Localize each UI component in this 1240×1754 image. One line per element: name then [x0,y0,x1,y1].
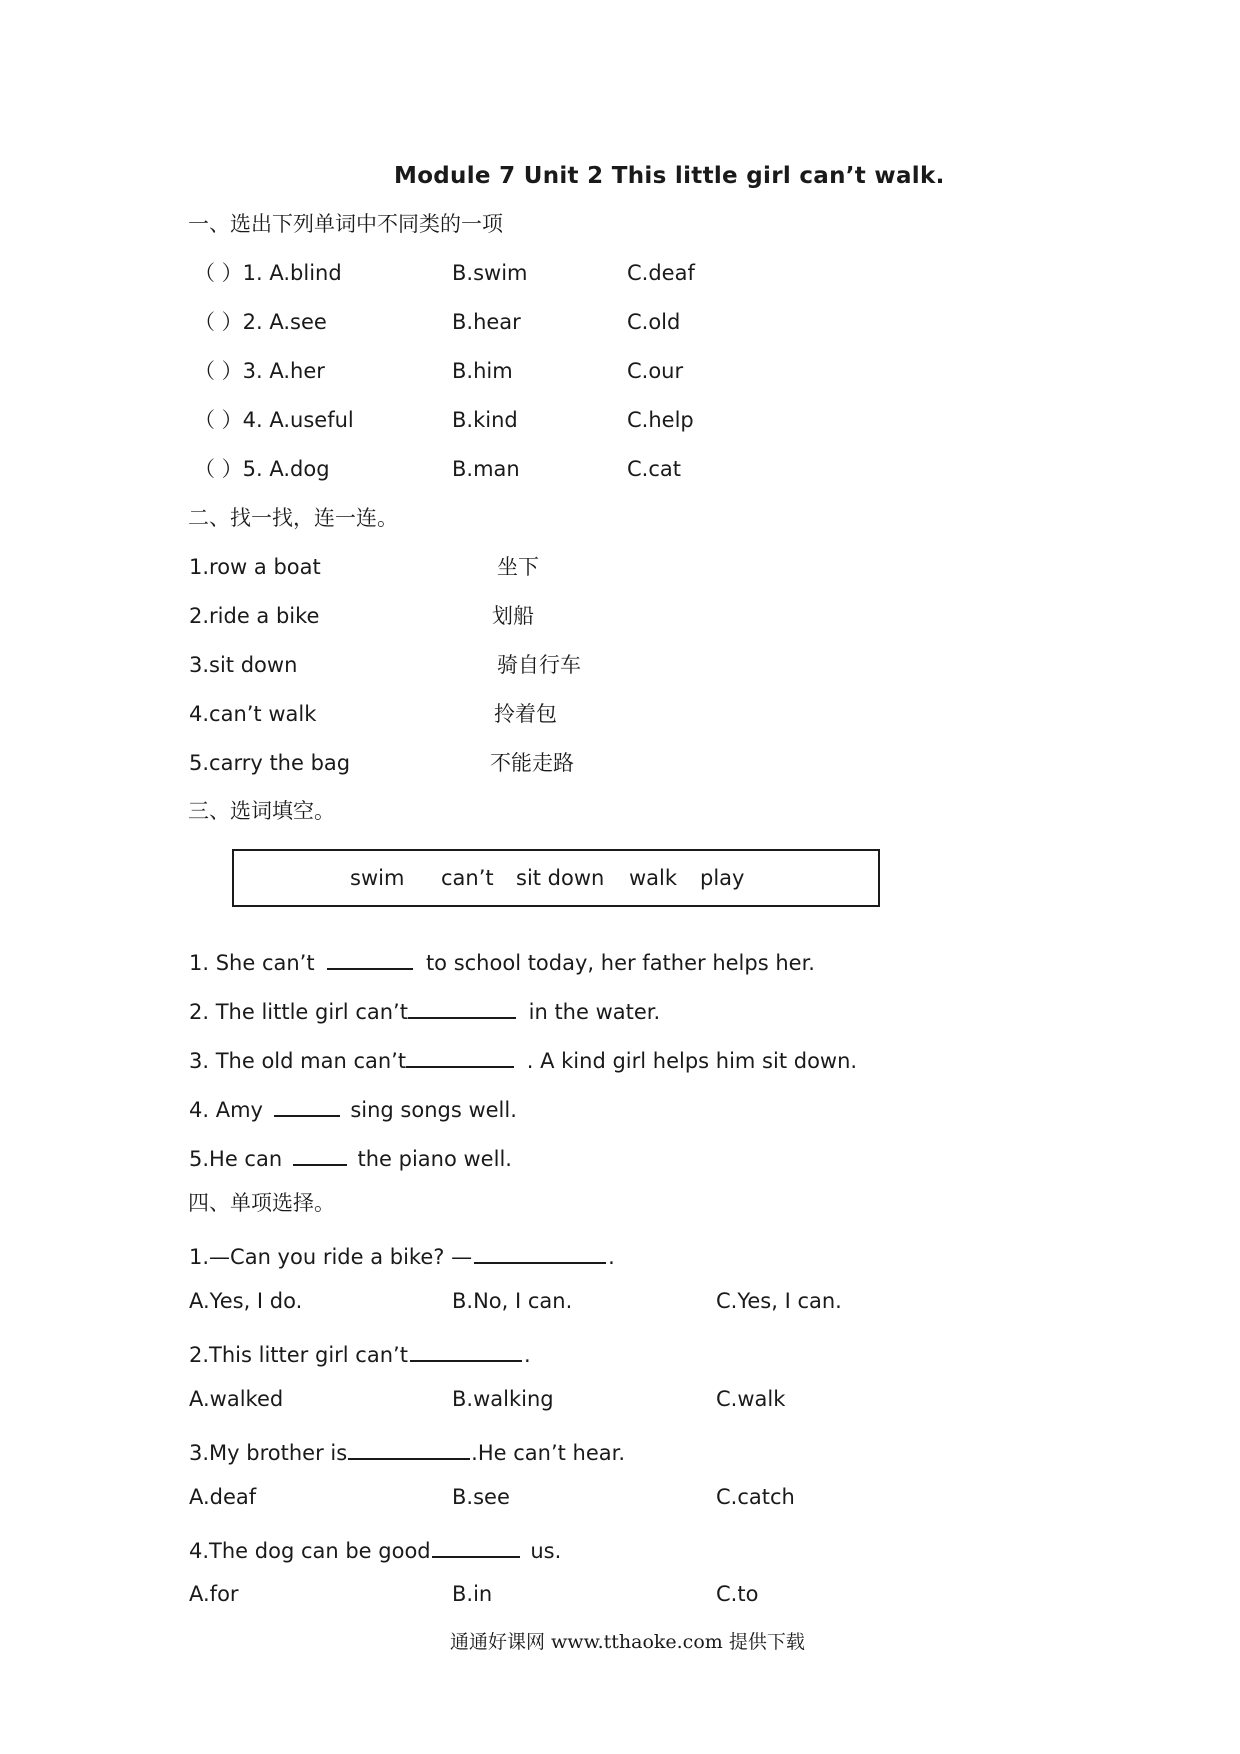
footer-credit: 通通好课网 www.tthaoke.com 提供下载 [450,1631,805,1653]
s1-item4-c: C.help [627,408,694,432]
s1-item3-b: B.him [452,359,513,383]
s1-item3-a: （ ）3. A.her [194,359,325,383]
s2-left-4: 4.can’t walk [189,702,317,726]
s4-q2-option-c: C.walk [716,1387,786,1411]
answer-blank[interactable] [474,1242,606,1264]
s4-q1-option-a: A.Yes, I do. [189,1289,303,1313]
s1-item2-b: B.hear [452,310,521,334]
s4-q4-option-a: A.for [189,1582,239,1606]
s1-item1-c: C.deaf [627,261,695,285]
s1-item3-c: C.our [627,359,684,383]
s2-right-1: 坐下 [497,555,539,579]
s3-sentence-3: 3. The old man can’t . A kind girl helps him sit down. [189,1046,857,1072]
s4-question-1: 1.—Can you ride a bike? — . [189,1242,615,1268]
s4-q4-option-c: C.to [716,1582,759,1606]
s4-q3-option-c: C.catch [716,1485,795,1509]
s1-item4-a: （ ）4. A.useful [194,408,354,432]
answer-blank[interactable] [432,1536,520,1558]
s4-q2-option-a: A.walked [189,1387,284,1411]
s4-question-4: 4.The dog can be good us. [189,1536,561,1562]
s3-sentence-1: 1. She can’t to school today, her father helps her. [189,948,815,974]
word-bank-word-1: swim [350,866,405,890]
s1-item5-c: C.cat [627,457,681,481]
s1-item5-b: B.man [452,457,520,481]
s2-left-5: 5.carry the bag [189,751,351,775]
s2-left-3: 3.sit down [189,653,298,677]
answer-blank[interactable] [327,948,413,970]
section3-heading: 三、选词填空。 [188,799,335,823]
s2-left-2: 2.ride a bike [189,604,320,628]
s1-item4-b: B.kind [452,408,518,432]
s4-question-2: 2.This litter girl can’t . [189,1340,531,1366]
s2-right-3: 骑自行车 [497,653,581,677]
word-bank-word-4: walk [629,866,678,890]
answer-blank[interactable] [348,1438,470,1460]
s4-q1-option-b: B.No, I can. [452,1289,573,1313]
s4-q1-option-c: C.Yes, I can. [716,1289,842,1313]
word-bank-word-3: sit down [516,866,605,890]
s4-q3-option-a: A.deaf [189,1485,257,1509]
s1-item1-b: B.swim [452,261,528,285]
page-title: Module 7 Unit 2 This little girl can’t walk. [394,163,945,189]
s2-right-2: 划船 [492,604,534,628]
s1-item1-a: （ ）1. A.blind [194,261,342,285]
answer-blank[interactable] [410,1340,522,1362]
section2-heading: 二、找一找，连一连。 [188,506,398,530]
s2-right-4: 拎着包 [494,702,557,726]
word-bank-word-2: can’t [441,866,494,890]
section1-heading: 一、选出下列单词中不同类的一项 [188,212,503,236]
s1-item2-c: C.old [627,310,681,334]
s3-sentence-2: 2. The little girl can’t in the water. [189,997,660,1023]
s3-sentence-4: 4. Amy sing songs well. [189,1095,517,1121]
s2-left-1: 1.row a boat [189,555,321,579]
s3-sentence-5: 5.He can the piano well. [189,1144,512,1170]
section4-heading: 四、单项选择。 [188,1191,335,1215]
answer-blank[interactable] [408,997,516,1019]
s4-question-3: 3.My brother is .He can’t hear. [189,1438,625,1464]
answer-blank[interactable] [274,1095,340,1117]
word-bank-word-5: play [700,866,745,890]
answer-blank[interactable] [406,1046,514,1068]
s4-q3-option-b: B.see [452,1485,510,1509]
s1-item5-a: （ ）5. A.dog [194,457,330,481]
s1-item2-a: （ ）2. A.see [194,310,327,334]
s2-right-5: 不能走路 [490,751,574,775]
s4-q4-option-b: B.in [452,1582,493,1606]
answer-blank[interactable] [293,1144,347,1166]
s4-q2-option-b: B.walking [452,1387,554,1411]
